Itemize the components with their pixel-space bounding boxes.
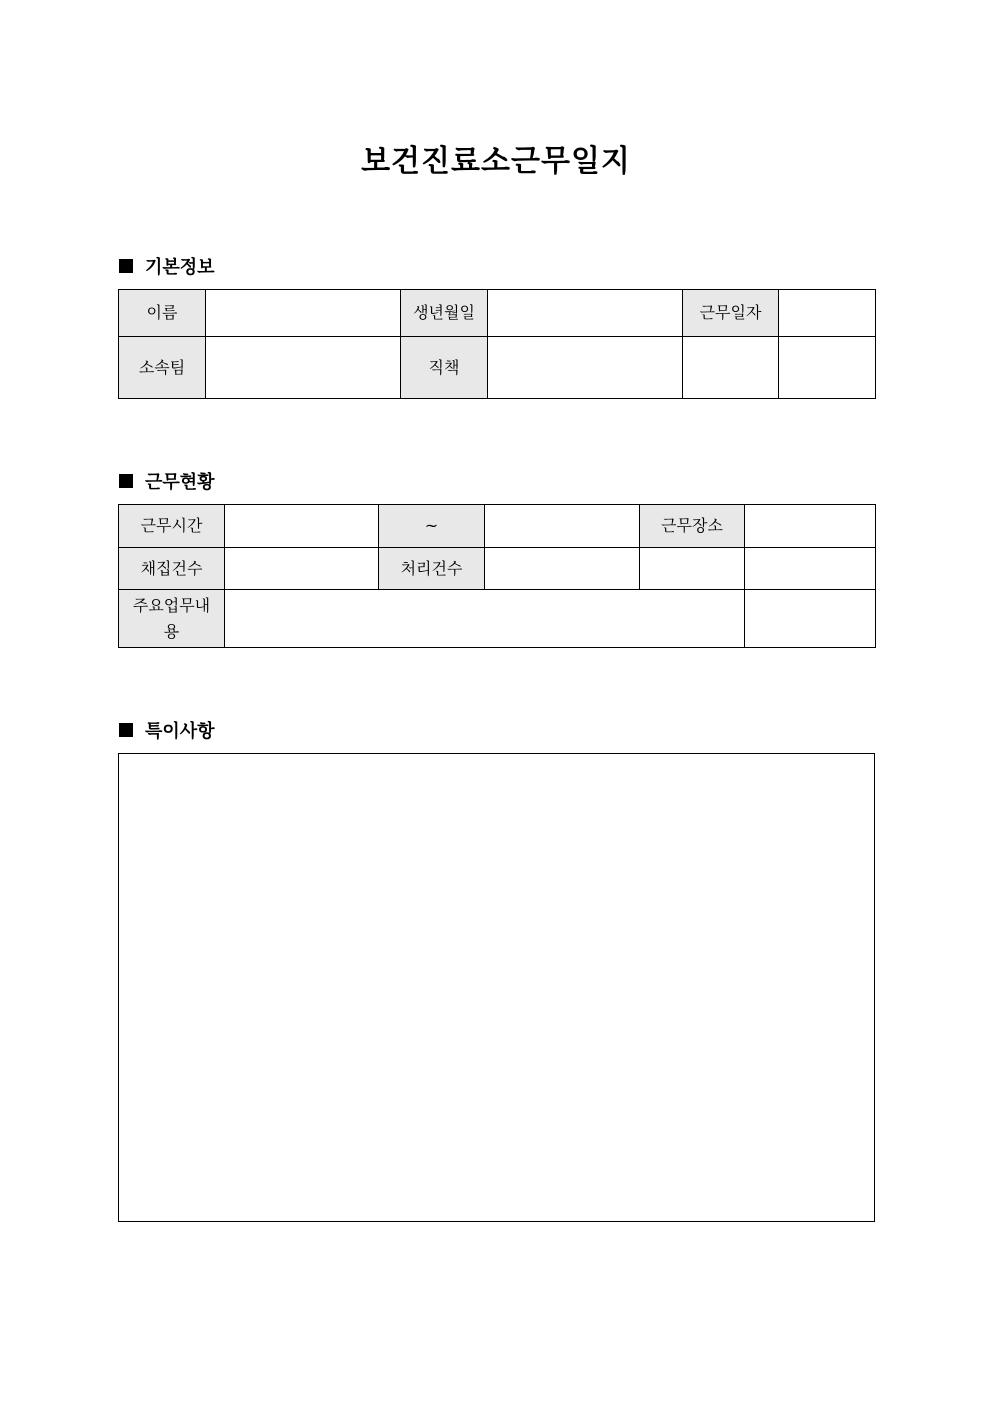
work-hours-label: 근무시간 <box>119 505 225 548</box>
birthdate-field[interactable] <box>488 290 683 337</box>
work-status-heading-label: 근무현황 <box>145 472 215 493</box>
remarks-heading-label: 특이사항 <box>145 721 215 742</box>
extra-field-2[interactable] <box>779 337 876 399</box>
tilde-label: ~ <box>379 505 485 548</box>
remarks-heading <box>119 717 215 743</box>
extra-field-5[interactable] <box>745 590 876 648</box>
name-field[interactable] <box>206 290 401 337</box>
black-square-icon <box>119 474 133 488</box>
main-duties-field[interactable] <box>225 590 745 648</box>
processing-count-field[interactable] <box>485 548 640 590</box>
work-hours-start-field[interactable] <box>225 505 379 548</box>
work-date-label: 근무일자 <box>683 290 779 337</box>
work-status-table <box>118 504 876 648</box>
basic-info-table <box>118 289 876 399</box>
document-title: 보건진료소근무일지 <box>361 144 631 179</box>
birthdate-label: 생년월일 <box>401 290 488 337</box>
basic-info-heading-label: 기본정보 <box>145 257 215 278</box>
extra-field-4[interactable] <box>745 548 876 590</box>
collection-count-label: 채집건수 <box>119 548 225 590</box>
team-field[interactable] <box>206 337 401 399</box>
collection-count-field[interactable] <box>225 548 379 590</box>
processing-count-label: 처리건수 <box>379 548 485 590</box>
team-label: 소속팀 <box>119 337 206 399</box>
black-square-icon <box>119 259 133 273</box>
position-label: 직책 <box>401 337 488 399</box>
extra-field-1[interactable] <box>683 337 779 399</box>
black-square-icon <box>119 723 133 737</box>
extra-field-3[interactable] <box>640 548 745 590</box>
work-status-heading <box>119 468 215 494</box>
remarks-textarea[interactable] <box>118 753 875 1222</box>
work-place-field[interactable] <box>745 505 876 548</box>
work-place-label: 근무장소 <box>640 505 745 548</box>
main-duties-label: 주요업무내용 <box>119 590 225 648</box>
work-date-field[interactable] <box>779 290 876 337</box>
position-field[interactable] <box>488 337 683 399</box>
work-hours-end-field[interactable] <box>485 505 640 548</box>
basic-info-heading <box>119 253 215 279</box>
name-label: 이름 <box>119 290 206 337</box>
